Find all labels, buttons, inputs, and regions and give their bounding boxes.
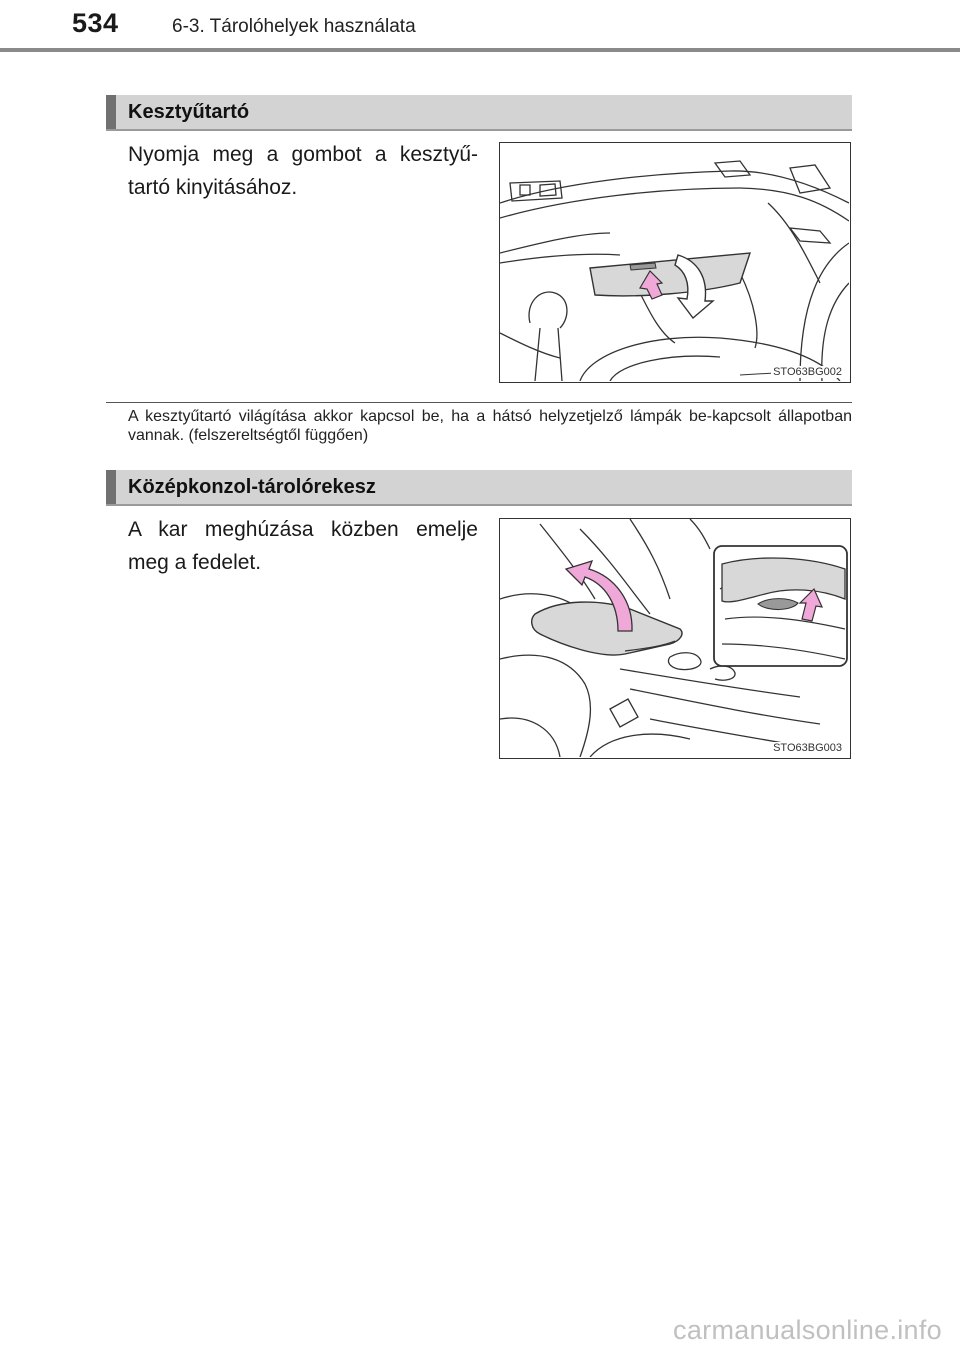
console-illustration [499,518,851,759]
header-rule [0,48,960,52]
note-text: A kesztyűtartó világítása akkor kapcsol be, ha a hátsó helyzetjelző lámpák be-kapcsolt állapotban vannak. (felszereltségtől függően) [128,408,852,444]
watermark: carmanualsonline.info [673,1315,942,1345]
section-title: Kesztyűtartó [128,101,250,123]
running-title: 6-3. Tárolóhelyek használata [172,16,416,37]
figure-code: STO63BG003 [773,742,842,754]
glovebox-drawing [500,143,849,381]
section-title: Középkonzol-tárolórekesz [128,476,376,498]
glovebox-illustration [499,142,851,383]
instruction-text: A kar meghúzása közben emelje meg a fedelet. [128,518,478,574]
section-heading-bar [106,95,116,129]
instruction-text: Nyomja meg a gombot a kesztyű-tartó kinyitásához. [128,143,478,199]
section-heading-glovebox [106,95,852,131]
section-heading-console [106,470,852,506]
section-heading-bar [106,470,116,504]
page-number: 534 [72,8,119,38]
note-divider [106,402,852,403]
console-drawing [500,519,849,757]
figure-code: STO63BG002 [773,366,842,378]
